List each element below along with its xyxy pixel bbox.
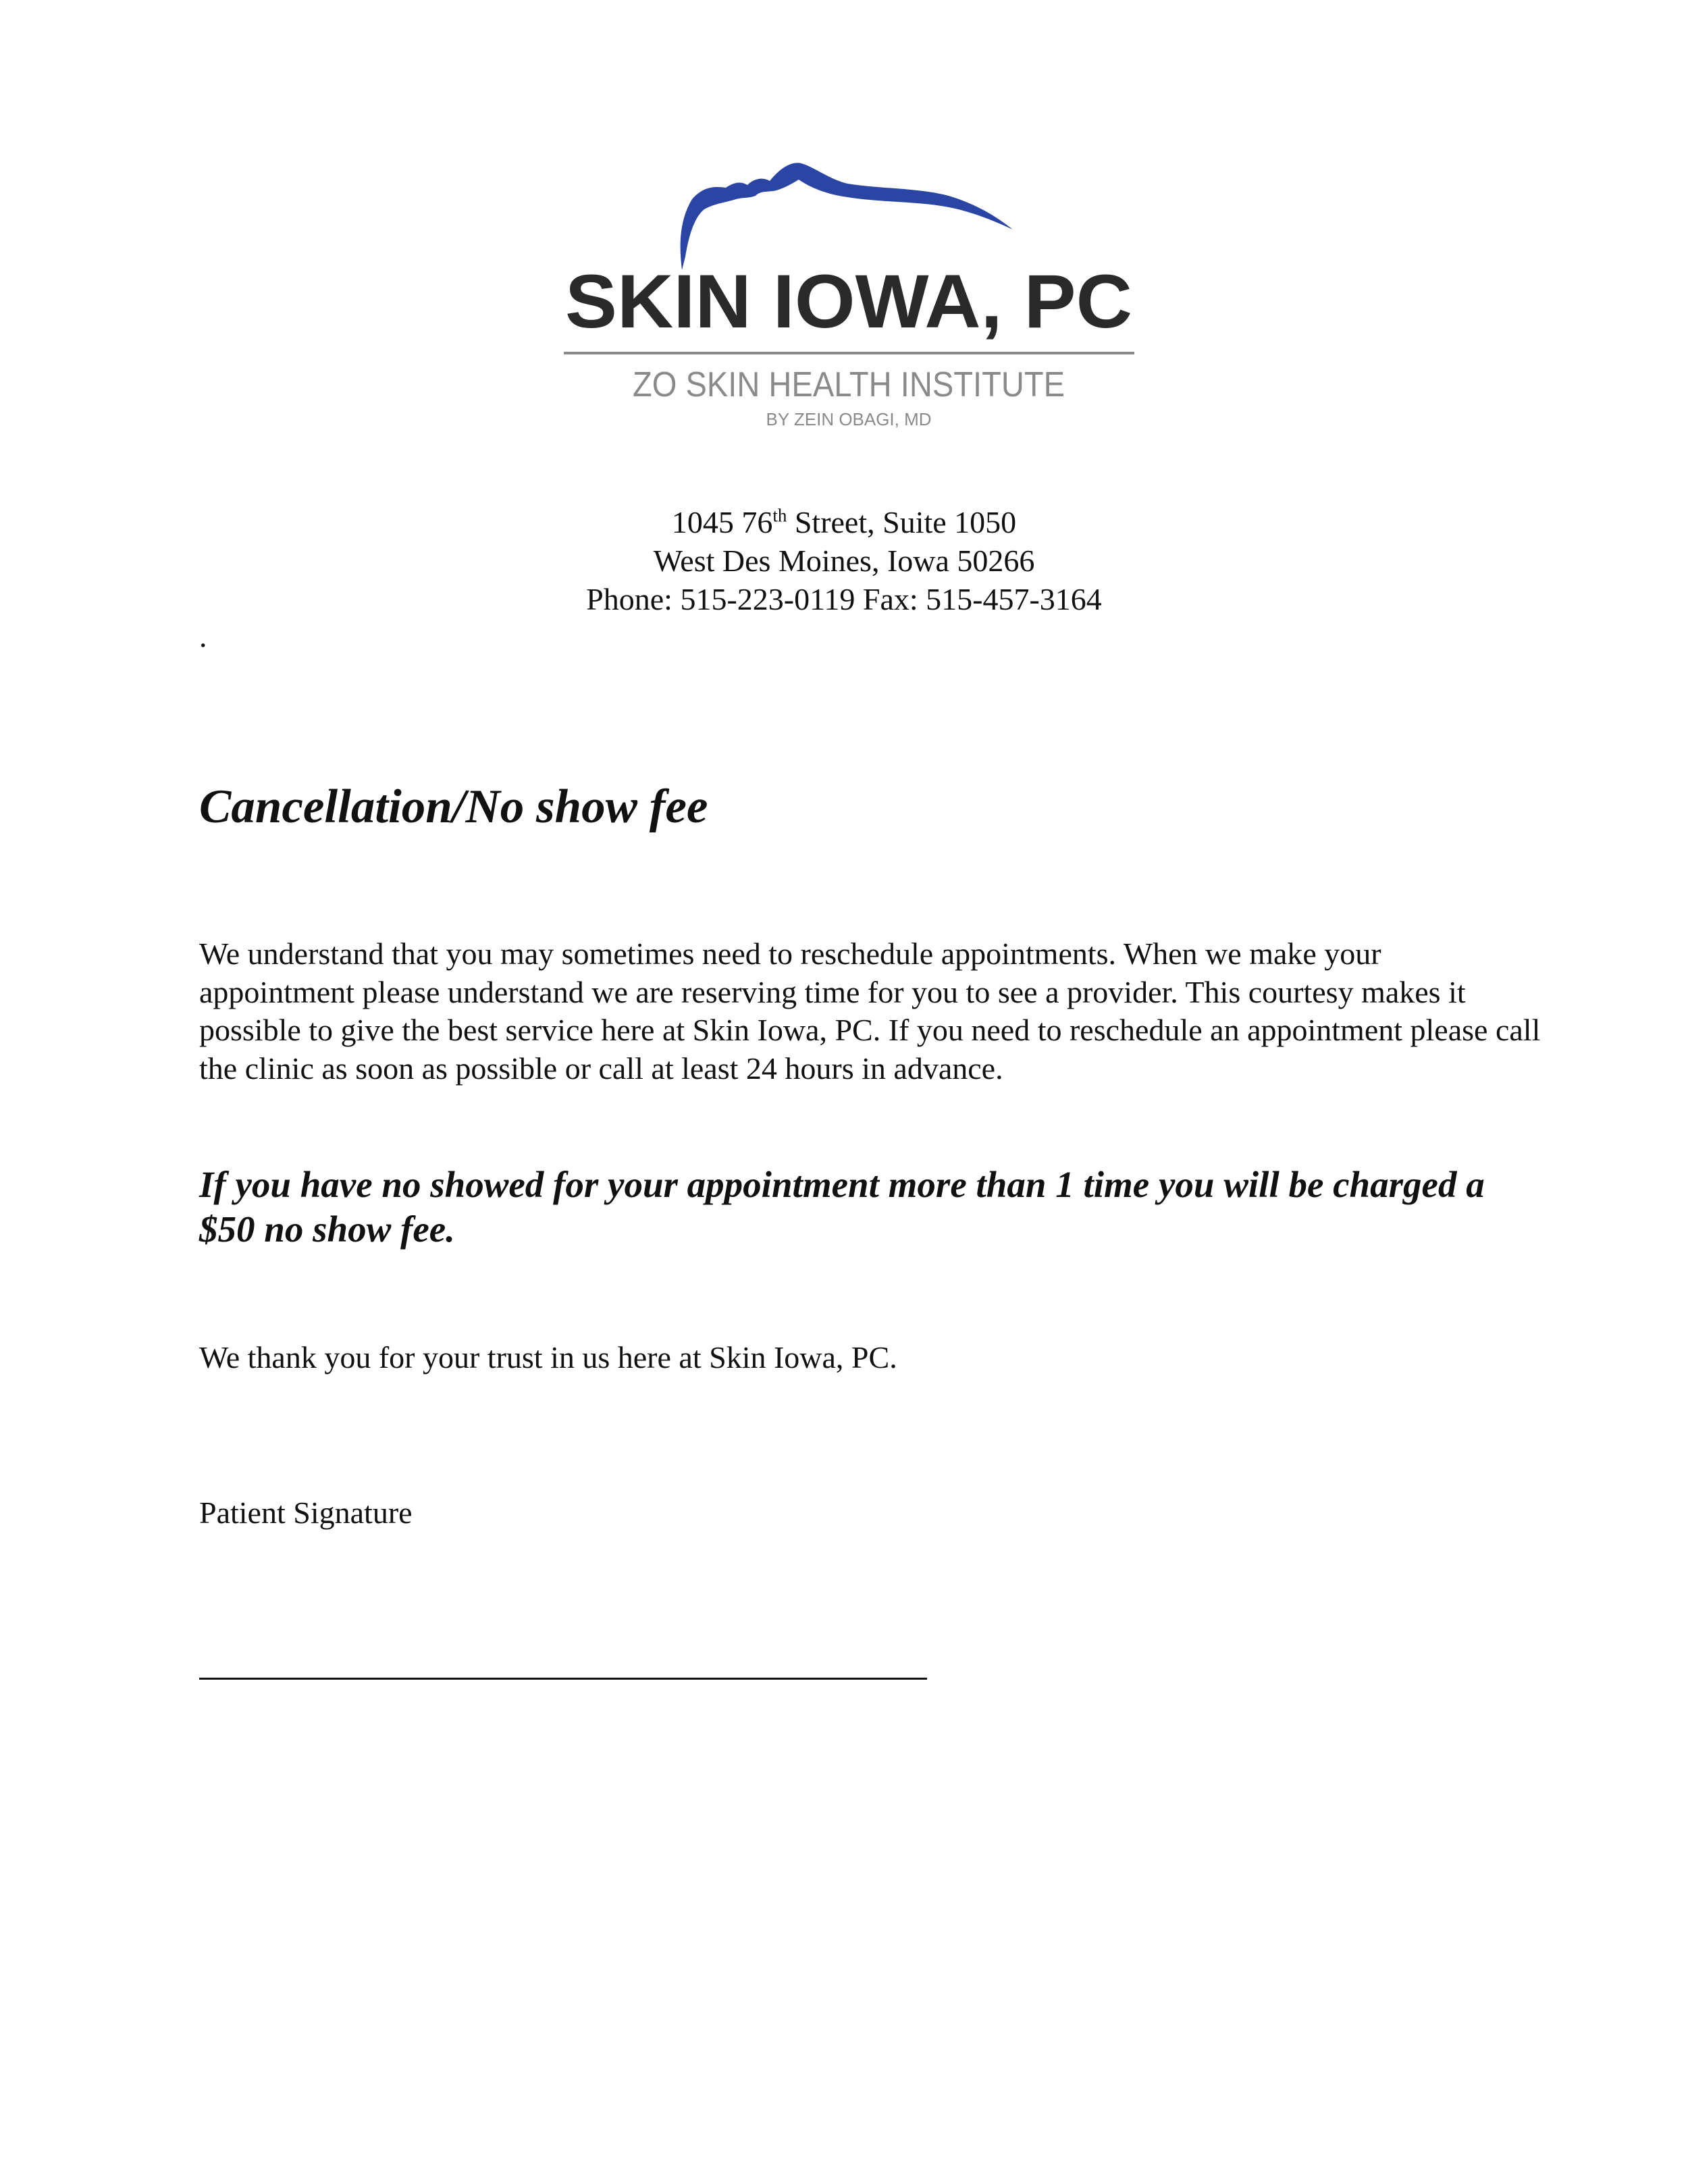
stray-dot: . <box>199 619 207 654</box>
reschedule-paragraph: We understand that you may sometimes need to reschedule appointments. When we make your appointment please understand we are reserving time for you to see a provider. This courtesy makes it possible to give the best service here at Skin Iowa, PC. If you need to reschedule an appointment please call the clinic as soon as possible or call at least 24 hours in advance. <box>199 936 1541 1086</box>
signature-label: Patient Signature <box>199 1495 413 1530</box>
by-line: BY ZEIN OBAGI, MD <box>766 409 932 429</box>
company-name: SKIN IOWA, PC <box>565 259 1132 344</box>
address-city: West Des Moines, Iowa 50266 <box>653 543 1035 578</box>
address-street: 1045 76th Street, Suite 1050 <box>671 505 1017 539</box>
clinic-address <box>0 503 1688 618</box>
institute-name: ZO SKIN HEALTH INSTITUTE <box>633 365 1065 404</box>
company-logo <box>564 155 1134 432</box>
no-show-fee-notice: If you have no showed for your appointment more than 1 time you will be charged a $50 no show fee. <box>199 1164 1485 1250</box>
wave-logo-mark <box>681 163 1013 270</box>
thank-you-paragraph: We thank you for your trust in us here at Skin Iowa, PC. <box>199 1340 897 1375</box>
address-contact: Phone: 515-223-0119 Fax: 515-457-3164 <box>586 582 1102 616</box>
signature-line[interactable] <box>199 1678 927 1680</box>
document-title: Cancellation/No show fee <box>199 780 708 833</box>
